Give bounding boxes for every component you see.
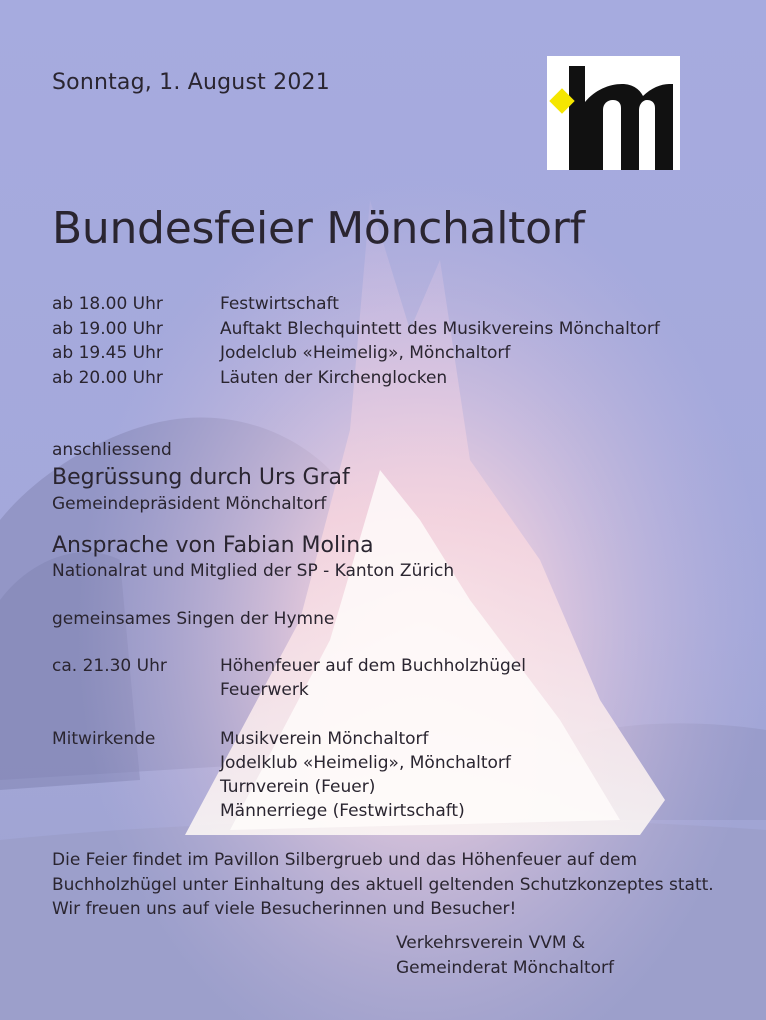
schedule-time: ab 20.00 Uhr bbox=[52, 367, 163, 388]
page-title: Bundesfeier Mönchaltorf bbox=[52, 203, 585, 254]
schedule-row bbox=[52, 292, 732, 317]
schedule-row bbox=[52, 317, 732, 342]
signature-line: Verkehrsverein VVM & bbox=[396, 933, 586, 953]
schedule-desc: Festwirtschaft bbox=[220, 294, 339, 314]
singing-text: gemeinsames Singen der Hymne bbox=[52, 609, 335, 629]
participant-item: Turnverein (Feuer) bbox=[220, 777, 376, 797]
signature bbox=[396, 931, 614, 980]
event-date: Sonntag, 1. August 2021 bbox=[52, 70, 330, 95]
greeting-subtitle: Gemeindepräsident Mönchaltorf bbox=[52, 494, 327, 514]
m-logo bbox=[547, 56, 680, 170]
schedule-desc: Auftakt Blechquintett des Musikvereins Mönchaltorf bbox=[220, 318, 660, 339]
participant-item: Musikverein Mönchaltorf bbox=[220, 729, 429, 749]
schedule-time: ab 19.00 Uhr bbox=[52, 318, 163, 339]
participants-label: Mitwirkende bbox=[52, 729, 156, 749]
greeting-title: Begrüssung durch Urs Graf bbox=[52, 465, 350, 490]
program-intro: anschliessend bbox=[52, 440, 172, 460]
schedule-row bbox=[52, 341, 732, 366]
speech-title: Ansprache von Fabian Molina bbox=[52, 533, 374, 558]
speech-subtitle: Nationalrat und Mitglied der SP - Kanton Zürich bbox=[52, 561, 455, 581]
signature-line: Gemeinderat Mönchaltorf bbox=[396, 957, 615, 978]
schedule-time: ab 18.00 Uhr bbox=[52, 294, 163, 314]
fire-line: Höhenfeuer auf dem Buchholzhügel bbox=[220, 656, 526, 676]
fireworks-line: Feuerwerk bbox=[220, 680, 309, 700]
footer-line: Wir freuen uns auf viele Besucherinnen und Besucher! bbox=[52, 899, 517, 919]
participant-item: Jodelklub «Heimelig», Mönchaltorf bbox=[220, 753, 511, 773]
fire-time: ca. 21.30 Uhr bbox=[52, 656, 167, 676]
footer-line: Die Feier findet im Pavillon Silbergrueb und das Höhenfeuer auf dem bbox=[52, 850, 638, 870]
schedule-desc: Läuten der Kirchenglocken bbox=[220, 367, 448, 388]
schedule-desc: Jodelclub «Heimelig», Mönchaltorf bbox=[220, 343, 511, 363]
schedule-time: ab 19.45 Uhr bbox=[52, 343, 163, 363]
schedule-list bbox=[52, 292, 732, 390]
m-logo-icon bbox=[547, 56, 680, 170]
participant-item: Männerriege (Festwirtschaft) bbox=[220, 801, 465, 821]
schedule-row bbox=[52, 366, 732, 391]
footer-line: Buchholzhügel unter Einhaltung des aktuell geltenden Schutzkonzeptes statt. bbox=[52, 874, 714, 895]
footer-note bbox=[52, 848, 752, 922]
